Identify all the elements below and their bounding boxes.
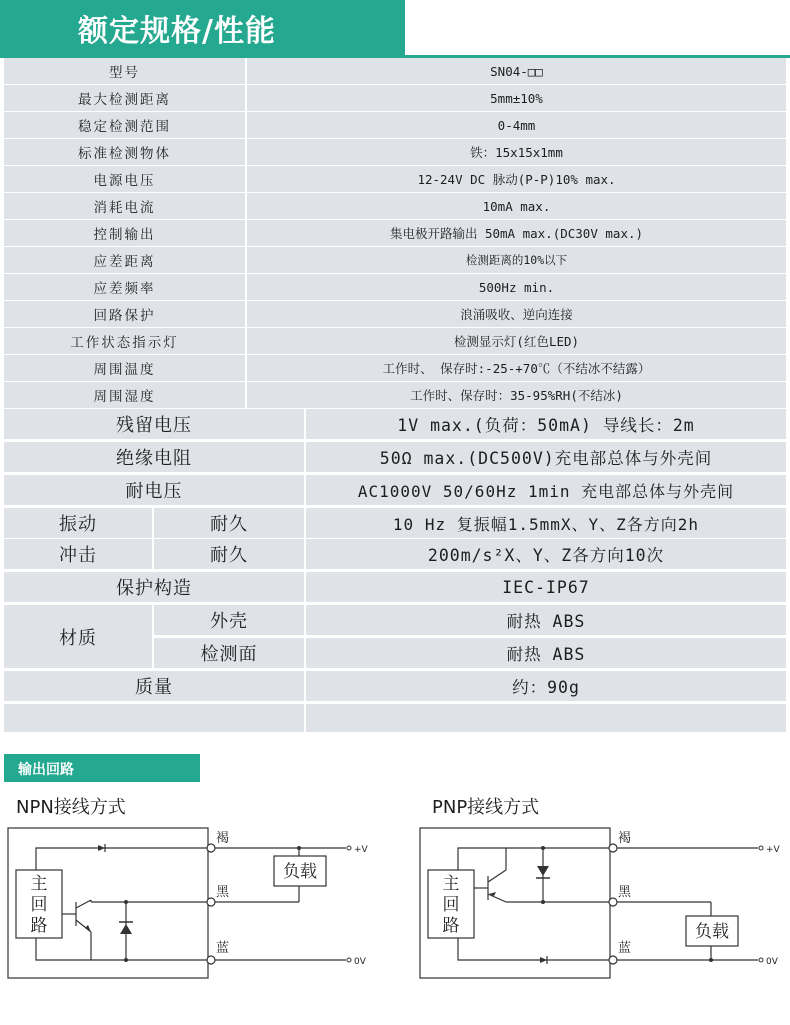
diode-arrow-icon [98,845,105,851]
spec-label: 标准检测物体 [4,139,247,166]
plus-v-label: +V [766,845,780,855]
shock-value: 200m/s²X、Y、Z各方向10次 [306,539,786,569]
output-section-title: 输出回路 [18,762,74,778]
wire-black-label: 黑 [618,885,632,900]
wire-blue-label: 蓝 [618,941,632,956]
pnp-title: PNP接线方式 [432,797,540,818]
main-circuit-char: 回 [30,895,48,915]
spec-value: SN04-□□ [247,58,786,85]
zero-terminal-icon [347,958,351,962]
plus-v-label: +V [354,845,368,855]
zener-diode-icon [537,866,549,876]
material-case-label: 外壳 [154,605,304,635]
plus-terminal-icon [759,846,763,850]
spec-row [4,58,786,85]
vibration-sub: 耐久 [154,508,304,538]
pnp-wiring-diagram [418,822,790,984]
terminal-brown-icon [207,844,215,852]
residual-voltage-label: 残留电压 [4,409,304,439]
spec-label: 工作状态指示灯 [4,328,247,355]
terminal-brown-icon [609,844,617,852]
terminal-black-icon [609,898,617,906]
load-label: 负载 [283,862,317,882]
spec-value: 工作时、 保存时:-25-+70℃（不结冰不结露） [247,355,786,382]
protection-value: IEC-IP67 [306,572,786,602]
spec-row [4,112,786,139]
spec-label: 消耗电流 [4,193,247,220]
spec-label: 应差距离 [4,247,247,274]
residual-voltage-value: 1V max.(负荷：50mA) 导线长：2m [306,409,786,439]
spec-value: 检测显示灯(红色LED) [247,328,786,355]
vibration-label: 振动 [4,508,152,538]
main-circuit-char: 路 [442,916,460,936]
output-section-header [4,754,200,782]
wire-brown-label: 褐 [618,831,632,846]
spec-value: 12-24V DC 脉动(P-P)10% max. [247,166,786,193]
zero-v-label: 0V [766,957,778,967]
plus-terminal-icon [347,846,351,850]
withstand-value: AC1000V 50/60Hz 1min 充电部总体与外壳间 [306,475,786,505]
main-circuit-char: 主 [30,874,48,894]
spec-row [4,301,786,328]
terminal-blue-icon [207,956,215,964]
spec-value: 检测距离的10%以下 [247,247,786,274]
zero-terminal-icon [759,958,763,962]
shock-label: 冲击 [4,539,152,569]
zero-v-label: 0V [354,957,366,967]
spec-row [4,139,786,166]
withstand-label: 耐电压 [4,475,304,505]
section-header [0,0,405,57]
npn-title: NPN接线方式 [16,797,126,818]
spec-label: 最大检测距离 [4,85,247,112]
main-circuit-char: 回 [442,895,460,915]
main-circuit-char: 主 [442,874,460,894]
npn-wiring-diagram [6,822,386,984]
insulation-label: 绝缘电阻 [4,442,304,472]
material-case-value: 耐热 ABS [306,605,786,635]
spec-label: 周围温度 [4,355,247,382]
terminal-blue-icon [609,956,617,964]
spec-row [4,328,786,355]
spec-label: 回路保护 [4,301,247,328]
material-label: 材质 [4,605,152,668]
mass-label: 质量 [4,671,304,701]
shock-sub: 耐久 [154,539,304,569]
material-face-value: 耐热 ABS [306,638,786,668]
spec-value: 0-4mm [247,112,786,139]
load-label: 负载 [695,922,729,942]
spec-row [4,382,786,409]
vibration-value: 10 Hz 复振幅1.5mmX、Y、Z各方向2h [306,508,786,538]
main-circuit-char: 路 [30,916,48,936]
insulation-value: 50Ω max.(DC500V)充电部总体与外壳间 [306,442,786,472]
spec-row [4,274,786,301]
spec-row [4,193,786,220]
wire-blue-label: 蓝 [216,941,230,956]
spec-value: 5mm±10% [247,85,786,112]
page-title: 额定规格/性能 [78,14,276,49]
material-face-label: 检测面 [154,638,304,668]
spec-label: 应差频率 [4,274,247,301]
spec-label: 周围湿度 [4,382,247,409]
spec-value: 集电极开路输出 50mA max.(DC30V max.) [247,220,786,247]
spec-row [4,247,786,274]
wire-brown-label: 褐 [216,831,230,846]
spec-value: 500Hz min. [247,274,786,301]
spec-row [4,85,786,112]
spec-row [4,355,786,382]
empty-cell [4,704,304,732]
diode-arrow-icon [540,957,547,963]
emitter-arrow-icon [85,925,91,932]
terminal-black-icon [207,898,215,906]
spec-table [4,58,786,409]
spec-row [4,166,786,193]
zener-diode-icon [120,924,132,934]
protection-label: 保护构造 [4,572,304,602]
spec-table-2 [4,409,786,732]
spec-label: 稳定检测范围 [4,112,247,139]
spec-label: 型号 [4,58,247,85]
empty-cell [306,704,786,732]
spec-label: 控制输出 [4,220,247,247]
spec-value: 铁：15x15x1mm [247,139,786,166]
wire-black-label: 黑 [216,885,230,900]
spec-value: 工作时、保存时：35-95%RH(不结冰) [247,382,786,409]
mass-value: 约：90g [306,671,786,701]
spec-value: 10mA max. [247,193,786,220]
spec-value: 浪涌吸收、逆向连接 [247,301,786,328]
spec-row [4,220,786,247]
spec-label: 电源电压 [4,166,247,193]
